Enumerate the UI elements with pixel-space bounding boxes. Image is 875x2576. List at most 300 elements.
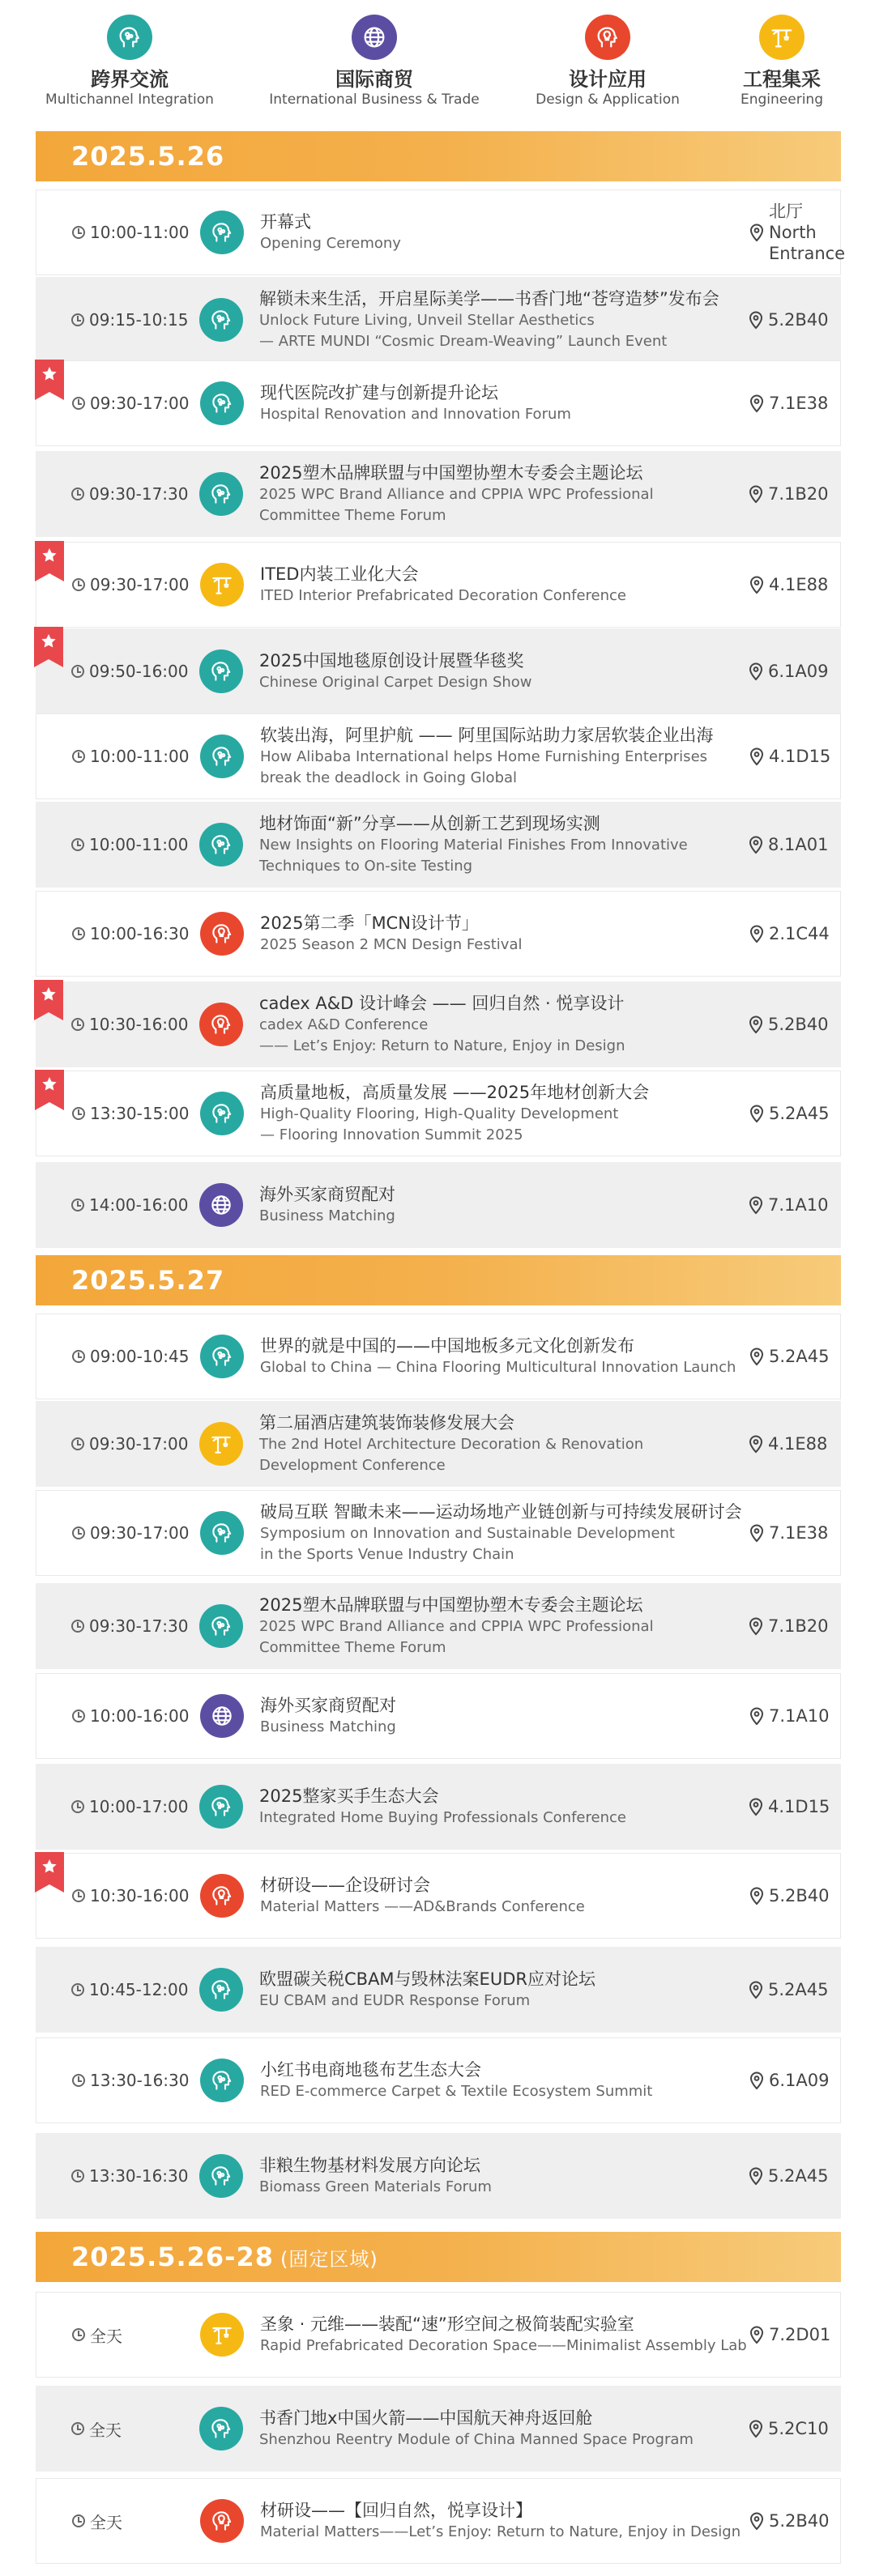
- event-title-en: Shenzhou Reentry Module of China Manned Space Program: [259, 2431, 694, 2448]
- venue-line: 7.2D01: [769, 2325, 831, 2344]
- event-row[interactable]: [36, 981, 841, 1067]
- event-time: [71, 1401, 189, 1487]
- clock-icon: [72, 1710, 85, 1722]
- venue-line: 5.2A45: [768, 2166, 829, 2186]
- location-pin-icon: [749, 2166, 763, 2186]
- crane-icon: [759, 15, 805, 60]
- location-pin-icon: [749, 2419, 763, 2438]
- event-time-text: 10:45-12:00: [89, 1980, 189, 1999]
- clock-icon: [72, 578, 85, 591]
- event-title-zh: 高质量地板，高质量发展 ——2025年地材创新大会: [260, 1083, 650, 1102]
- event-row[interactable]: [36, 1764, 841, 1850]
- event-row[interactable]: [36, 277, 841, 363]
- location-pin-icon: [749, 394, 764, 413]
- venue-line: 5.2A45: [769, 1347, 830, 1366]
- brain-head-icon: [107, 15, 152, 60]
- event-time-text: 09:30-17:00: [90, 575, 190, 594]
- event-titles: [260, 1491, 743, 1575]
- venue-text: [769, 201, 845, 264]
- clock-icon: [71, 1983, 84, 1996]
- event-titles: [260, 1314, 743, 1399]
- event-venue: [749, 361, 842, 445]
- section-date: 2025.5.27: [71, 1265, 225, 1296]
- event-title-zh: 材研设——企设研讨会: [260, 1876, 430, 1895]
- globe-icon: [199, 1183, 243, 1227]
- clock-icon: [72, 1526, 85, 1539]
- event-title-en: Chinese Original Carpet Design Show: [259, 674, 532, 691]
- venue-line: North: [769, 223, 817, 242]
- event-time-text: 09:30-17:30: [89, 1616, 189, 1636]
- event-time: [71, 2133, 189, 2219]
- venue-text: [769, 746, 830, 767]
- event-time: [71, 1583, 189, 1669]
- event-title-en: Opening Ceremony: [260, 235, 401, 252]
- event-row[interactable]: [36, 1583, 841, 1669]
- event-titles: [259, 1162, 744, 1248]
- event-time-text: 10:00-11:00: [89, 835, 189, 854]
- clock-icon: [71, 838, 84, 851]
- legend-zh: 工程集采: [743, 68, 821, 91]
- section-date: 2025.5.26-28: [71, 2242, 274, 2272]
- event-venue: [749, 981, 841, 1067]
- location-pin-icon: [749, 1347, 764, 1366]
- event-title-en: Hospital Renovation and Innovation Forum: [260, 406, 571, 423]
- event-row[interactable]: [36, 1071, 841, 1156]
- date-section-header: [36, 131, 841, 181]
- event-row[interactable]: [36, 189, 846, 275]
- category-legend: [0, 15, 875, 112]
- venue-line: 2.1C44: [769, 924, 830, 943]
- event-row[interactable]: [36, 2133, 841, 2219]
- crane-icon: [200, 563, 244, 607]
- venue-text: [769, 2324, 830, 2345]
- location-pin-icon: [749, 1616, 763, 1636]
- event-time-text: 10:00-16:30: [90, 924, 190, 943]
- lightbulb-head-icon: [200, 1874, 244, 1918]
- event-title-zh: 软装出海，阿里护航 —— 阿里国际站助力家居软装企业出海: [260, 726, 714, 745]
- brain-head-icon: [199, 1968, 243, 2012]
- event-venue: [749, 1401, 841, 1487]
- clock-icon: [71, 488, 84, 500]
- legend-en: Multichannel Integration: [45, 92, 214, 108]
- event-venue: [749, 190, 846, 275]
- event-title-en: The 2nd Hotel Architecture Decoration & Renovation: [259, 1436, 644, 1453]
- lightbulb-head-icon: [199, 1003, 243, 1046]
- clock-icon: [72, 226, 85, 239]
- event-venue: [749, 802, 841, 888]
- event-venue: [749, 1491, 842, 1575]
- clock-icon: [71, 665, 84, 678]
- event-title-zh: 海外买家商贸配对: [259, 1185, 395, 1204]
- brain-head-icon: [199, 298, 243, 342]
- brain-head-icon: [200, 1335, 244, 1378]
- event-venue: [749, 1854, 842, 1938]
- date-section-header: [36, 2232, 841, 2282]
- clock-icon: [72, 750, 85, 763]
- event-title-en: ITED Interior Prefabricated Decoration Conference: [260, 587, 626, 604]
- event-time: [71, 451, 189, 537]
- venue-text: [769, 2070, 829, 2091]
- location-pin-icon: [749, 1015, 763, 1034]
- event-time: [71, 2386, 122, 2472]
- location-pin-icon: [749, 2511, 764, 2531]
- venue-text: [768, 483, 829, 505]
- event-title-en: 2025 WPC Brand Alliance and CPPIA WPC Professional: [259, 486, 654, 503]
- venue-text: [769, 923, 830, 944]
- clock-icon: [71, 2169, 84, 2182]
- crane-icon: [199, 1422, 243, 1466]
- brain-head-icon: [199, 2154, 243, 2198]
- event-time-text: 全天: [89, 2420, 122, 2440]
- event-title-en: — Flooring Innovation Summit 2025: [260, 1126, 523, 1143]
- event-title-zh: 破局互联 智瞰未来——运动场地产业链创新与可持续发展研讨会: [260, 1502, 742, 1522]
- venue-text: [769, 1346, 829, 1367]
- event-title-en: cadex A&D Conference: [259, 1016, 429, 1033]
- event-title-en: Material Matters——Let’s Enjoy: Return to Nature, Enjoy in Design: [260, 2523, 741, 2540]
- brain-head-icon: [200, 734, 244, 778]
- legend-en: Engineering: [741, 92, 823, 108]
- event-row[interactable]: [36, 1853, 841, 1939]
- brain-head-icon: [199, 1785, 243, 1829]
- event-titles: [259, 802, 744, 888]
- event-time-text: 10:00-11:00: [90, 223, 190, 242]
- clock-icon: [72, 1107, 85, 1120]
- event-titles: [259, 451, 744, 537]
- event-title-en: —— Let’s Enjoy: Return to Nature, Enjoy in Design: [259, 1037, 625, 1054]
- event-title-zh: 圣象 · 元维——装配“速”形空间之极简装配实验室: [260, 2314, 634, 2334]
- venue-text: [769, 574, 828, 595]
- event-row[interactable]: [36, 891, 841, 977]
- location-pin-icon: [749, 1886, 764, 1905]
- location-pin-icon: [749, 747, 764, 766]
- event-title-en: Business Matching: [260, 1718, 396, 1735]
- event-title-en: Techniques to On-site Testing: [259, 858, 473, 875]
- brain-head-icon: [200, 1092, 244, 1135]
- event-title-zh: 2025中国地毯原创设计展暨华毯奖: [259, 651, 524, 671]
- venue-line: 4.1D15: [769, 747, 831, 766]
- event-title-zh: 解锁未来生活，开启星际美学——书香门地“苍穹造梦”发布会: [259, 289, 719, 309]
- clock-icon: [71, 313, 84, 326]
- event-time: [72, 892, 190, 976]
- event-time: [72, 1854, 190, 1938]
- event-time-text: 10:30-16:00: [89, 1015, 189, 1034]
- brain-head-icon: [200, 1511, 244, 1555]
- clock-icon: [72, 1350, 85, 1363]
- clock-icon: [71, 2422, 84, 2435]
- venue-line: 6.1A09: [769, 2071, 830, 2090]
- clock-icon: [72, 927, 85, 940]
- event-venue: [749, 1764, 841, 1850]
- clock-icon: [72, 1889, 85, 1902]
- event-row[interactable]: [36, 802, 841, 888]
- section-date: 2025.5.26: [71, 141, 225, 172]
- date-section-header: [36, 1255, 841, 1305]
- event-title-en: Unlock Future Living, Unveil Stellar Aesthetics: [259, 312, 595, 329]
- venue-line: 4.1E88: [769, 575, 829, 594]
- event-time: [72, 2038, 190, 2123]
- event-titles: [260, 361, 743, 445]
- event-venue: [749, 2038, 842, 2123]
- event-time-text: 10:00-16:00: [90, 1706, 190, 1726]
- event-row[interactable]: [36, 713, 841, 799]
- event-venue: [749, 1162, 841, 1248]
- event-row[interactable]: [36, 1673, 841, 1759]
- event-venue: [749, 543, 842, 627]
- event-title-zh: cadex A&D 设计峰会 —— 回归自然 · 悦享设计: [259, 994, 625, 1013]
- venue-line: 8.1A01: [768, 835, 829, 854]
- venue-text: [769, 1885, 830, 1906]
- event-titles: [259, 1764, 744, 1850]
- event-row[interactable]: [36, 1162, 841, 1248]
- venue-text: [768, 309, 829, 330]
- event-row[interactable]: [36, 1490, 841, 1576]
- event-title-zh: 2025整家买手生态大会: [259, 1786, 439, 1806]
- event-venue: [749, 451, 841, 537]
- location-pin-icon: [749, 1980, 763, 1999]
- event-time: [72, 2479, 122, 2563]
- event-title-en: 2025 WPC Brand Alliance and CPPIA WPC Professional: [259, 1618, 654, 1635]
- event-venue: [749, 1314, 842, 1399]
- event-titles: [259, 1947, 744, 2033]
- event-row[interactable]: [36, 2292, 841, 2378]
- event-row[interactable]: [36, 2478, 841, 2564]
- venue-line: Entrance: [769, 244, 846, 263]
- event-venue: [749, 2293, 842, 2377]
- venue-line: 5.2B40: [768, 310, 829, 330]
- event-title-zh: 2025塑木品牌联盟与中国塑协塑木专委会主题论坛: [259, 1595, 643, 1615]
- location-pin-icon: [749, 223, 764, 242]
- venue-line: 7.1A10: [768, 1195, 829, 1215]
- clock-icon: [72, 2328, 85, 2341]
- event-row[interactable]: [36, 2386, 841, 2472]
- event-titles: [260, 1674, 743, 1758]
- clock-icon: [72, 2514, 85, 2527]
- event-title-zh: 第二届酒店建筑装饰装修发展大会: [259, 1413, 514, 1433]
- event-titles: [260, 2293, 747, 2377]
- event-title-en: Business Matching: [259, 1207, 395, 1224]
- lightbulb-head-icon: [200, 912, 244, 956]
- event-titles: [259, 981, 744, 1067]
- event-time: [71, 1162, 189, 1248]
- event-row[interactable]: [36, 451, 841, 537]
- location-pin-icon: [749, 835, 763, 854]
- event-time-text: 14:00-16:00: [89, 1195, 189, 1215]
- legend-en: Design & Application: [536, 92, 680, 108]
- venue-text: [768, 1616, 829, 1637]
- event-title-en: Committee Theme Forum: [259, 1639, 446, 1656]
- event-title-zh: 2025塑木品牌联盟与中国塑协塑木专委会主题论坛: [259, 463, 643, 483]
- event-title-en: Global to China — China Flooring Multicultural Innovation Launch: [260, 1359, 736, 1376]
- star-ribbon-icon: [34, 627, 63, 667]
- venue-text: [768, 834, 828, 855]
- event-time: [72, 2293, 122, 2377]
- event-title-zh: 世界的就是中国的——中国地板多元文化创新发布: [260, 1336, 634, 1356]
- event-title-zh: 非粮生物基材料发展方向论坛: [259, 2156, 480, 2175]
- event-venue: [749, 1071, 842, 1156]
- venue-line: 4.1E88: [768, 1434, 828, 1454]
- event-title-en: Rapid Prefabricated Decoration Space——Minimalist Assembly Lab: [260, 2337, 747, 2354]
- location-pin-icon: [749, 310, 763, 330]
- event-title-en: Biomass Green Materials Forum: [259, 2178, 492, 2195]
- event-time: [71, 1947, 189, 2033]
- event-title-en: break the deadlock in Going Global: [260, 769, 518, 786]
- venue-line: 7.1E38: [769, 1523, 829, 1543]
- venue-line: 5.2C10: [768, 2419, 829, 2438]
- location-pin-icon: [749, 1706, 764, 1726]
- event-titles: [260, 190, 743, 275]
- legend-zh: 国际商贸: [335, 68, 413, 91]
- venue-line: 北厅: [769, 202, 803, 221]
- event-titles: [260, 2038, 743, 2123]
- venue-line: 7.1A10: [769, 1706, 830, 1726]
- venue-text: [768, 1979, 828, 2000]
- brain-head-icon: [199, 472, 243, 516]
- event-time-text: 13:30-16:30: [89, 2166, 189, 2186]
- event-title-en: EU CBAM and EUDR Response Forum: [259, 1992, 531, 2009]
- event-row[interactable]: [36, 360, 841, 446]
- event-time: [71, 981, 189, 1067]
- event-time: [72, 543, 190, 627]
- event-time-text: 09:15-10:15: [89, 310, 189, 330]
- globe-icon: [352, 15, 397, 60]
- event-titles: [259, 2386, 744, 2472]
- event-venue: [749, 628, 841, 714]
- location-pin-icon: [749, 1523, 764, 1543]
- event-title-zh: 2025第二季「MCN设计节」: [260, 913, 479, 933]
- event-title-zh: 小红书电商地毯布艺生态大会: [260, 2060, 481, 2080]
- legend-item-yellow: [660, 15, 875, 109]
- venue-line: 7.1B20: [768, 484, 829, 504]
- event-title-en: How Alibaba International helps Home Furnishing Enterprises: [260, 748, 708, 765]
- event-row[interactable]: [36, 628, 841, 714]
- brain-head-icon: [199, 1604, 243, 1648]
- venue-text: [768, 1194, 828, 1216]
- event-titles: [260, 892, 743, 976]
- event-title-en: New Insights on Flooring Material Finishes From Innovative: [259, 837, 688, 854]
- venue-line: 5.2A45: [769, 1104, 830, 1123]
- venue-line: 5.2B40: [769, 1886, 830, 1905]
- event-time-text: 10:30-16:00: [90, 1886, 190, 1905]
- venue-text: [768, 1796, 830, 1817]
- brain-head-icon: [200, 2059, 244, 2102]
- event-titles: [260, 714, 743, 798]
- globe-icon: [200, 1694, 244, 1738]
- section-note: (固定区域): [280, 2247, 378, 2271]
- star-ribbon-icon: [35, 360, 64, 400]
- event-time: [72, 190, 190, 275]
- event-time: [71, 628, 189, 714]
- location-pin-icon: [749, 2325, 764, 2344]
- event-time: [72, 1674, 190, 1758]
- clock-icon: [71, 1620, 84, 1633]
- event-time-text: 09:30-17:00: [90, 1523, 190, 1543]
- event-titles: [259, 2133, 744, 2219]
- event-title-en: in the Sports Venue Industry Chain: [260, 1546, 514, 1563]
- event-titles: [259, 628, 744, 714]
- event-time-text: 09:30-17:00: [89, 1434, 189, 1454]
- event-row[interactable]: [36, 2037, 841, 2123]
- event-title-en: RED E-commerce Carpet & Textile Ecosystem Summit: [260, 2083, 653, 2100]
- event-row[interactable]: [36, 1314, 841, 1399]
- venue-text: [768, 1014, 829, 1035]
- clock-icon: [71, 1199, 84, 1211]
- event-time-text: 10:00-11:00: [90, 747, 190, 766]
- event-time-text: 全天: [90, 2326, 122, 2346]
- event-title-en: Development Conference: [259, 1457, 446, 1474]
- brain-head-icon: [199, 2407, 243, 2450]
- location-pin-icon: [749, 575, 764, 594]
- location-pin-icon: [749, 662, 763, 681]
- event-venue: [749, 1583, 841, 1669]
- event-titles: [260, 543, 743, 627]
- brain-head-icon: [199, 649, 243, 693]
- event-venue: [749, 714, 842, 798]
- venue-line: 5.2B40: [768, 1015, 829, 1034]
- event-row[interactable]: [36, 1401, 841, 1487]
- event-venue: [749, 277, 841, 363]
- venue-text: [769, 1705, 829, 1727]
- legend-item-purple: [253, 15, 496, 109]
- venue-text: [768, 2418, 829, 2439]
- lightbulb-head-icon: [585, 15, 630, 60]
- event-venue: [749, 2479, 842, 2563]
- crane-icon: [200, 2313, 244, 2357]
- event-time: [71, 277, 189, 363]
- event-title-zh: 海外买家商贸配对: [260, 1696, 396, 1715]
- event-title-zh: ITED内装工业化大会: [260, 564, 419, 584]
- event-time: [72, 714, 190, 798]
- star-ribbon-icon: [35, 1852, 64, 1893]
- legend-en: International Business & Trade: [269, 92, 480, 108]
- event-titles: [259, 1401, 744, 1487]
- event-titles: [260, 2479, 743, 2563]
- event-time-text: 13:30-16:30: [90, 2071, 190, 2090]
- venue-line: 6.1A09: [768, 662, 829, 681]
- event-title-zh: 地材饰面“新”分享——从创新工艺到现场实测: [259, 814, 600, 833]
- event-row[interactable]: [36, 542, 841, 628]
- event-title-en: Symposium on Innovation and Sustainable Development: [260, 1525, 675, 1542]
- location-pin-icon: [749, 1104, 764, 1123]
- event-title-zh: 欧盟碳关税CBAM与毁林法案EUDR应对论坛: [259, 1969, 595, 1989]
- event-venue: [749, 1947, 841, 2033]
- brain-head-icon: [200, 211, 244, 254]
- star-ribbon-icon: [35, 541, 64, 581]
- event-time-text: 全天: [90, 2512, 122, 2532]
- event-time-text: 09:50-16:00: [89, 662, 189, 681]
- event-time: [72, 361, 190, 445]
- event-title-en: 2025 Season 2 MCN Design Festival: [260, 936, 523, 953]
- event-time: [72, 1071, 190, 1156]
- legend-zh: 设计应用: [569, 68, 647, 91]
- clock-icon: [71, 1800, 84, 1813]
- event-time: [71, 802, 189, 888]
- event-row[interactable]: [36, 1947, 841, 2033]
- venue-text: [769, 2510, 830, 2531]
- event-venue: [749, 892, 842, 976]
- event-time: [72, 1491, 190, 1575]
- location-pin-icon: [749, 2071, 764, 2090]
- event-title-zh: 书香门地x中国火箭——中国航天神舟返回舱: [259, 2408, 593, 2428]
- location-pin-icon: [749, 484, 763, 504]
- venue-line: 7.1B20: [768, 1616, 829, 1636]
- venue-line: 5.2B40: [769, 2511, 830, 2531]
- brain-head-icon: [199, 823, 243, 866]
- venue-text: [768, 661, 828, 682]
- event-venue: [749, 2133, 841, 2219]
- brain-head-icon: [200, 381, 244, 425]
- event-title-en: — ARTE MUNDI “Cosmic Dream-Weaving” Launch Event: [259, 333, 668, 350]
- event-title-zh: 材研设——【回归自然，悦享设计】: [260, 2501, 532, 2520]
